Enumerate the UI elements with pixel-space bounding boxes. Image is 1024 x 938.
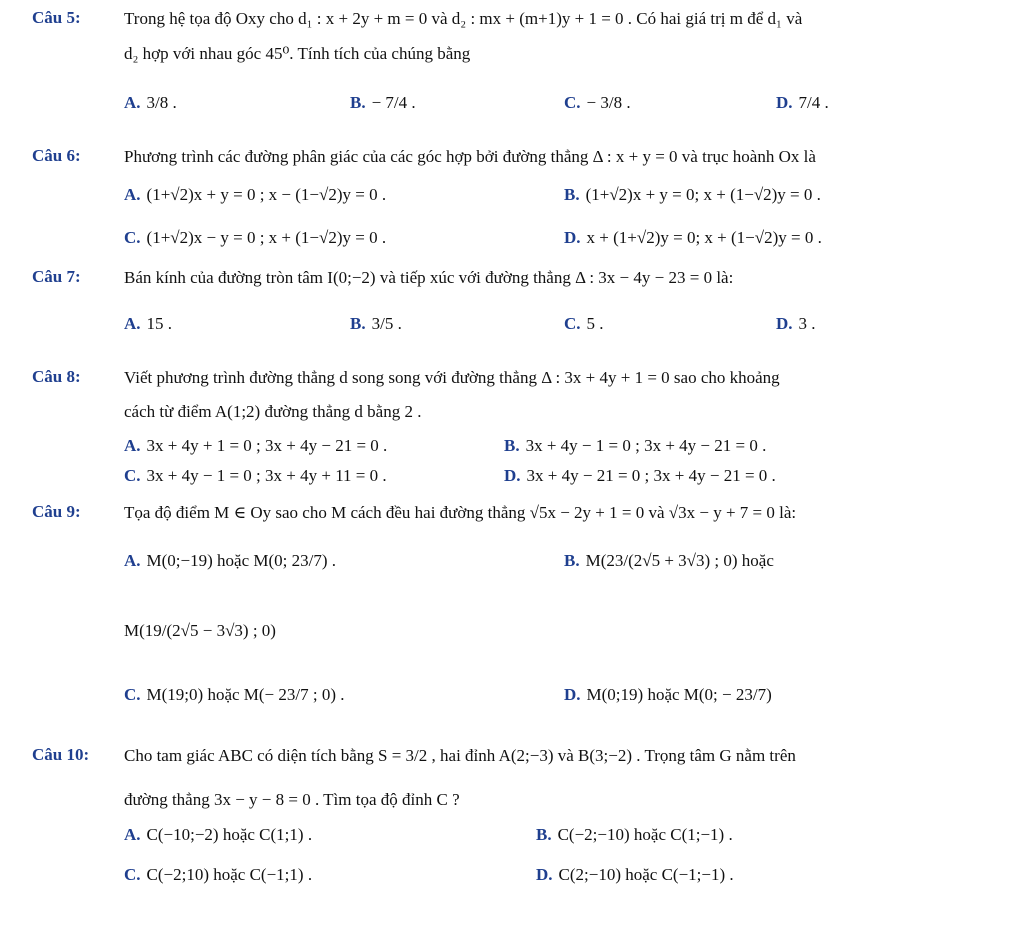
question-text-line-2: d₂ hợp với nhau góc 45⁰. Tính tích của chúng bằng	[124, 44, 471, 63]
option-label: A.	[124, 551, 141, 570]
question-number: Câu 9:	[32, 502, 81, 521]
option-label: A.	[124, 436, 141, 455]
option-b[interactable]	[536, 824, 733, 846]
option-c[interactable]	[124, 465, 387, 487]
option-c[interactable]	[564, 313, 604, 335]
option-d[interactable]	[776, 92, 829, 114]
option-text: 3x + 4y − 21 = 0 ; 3x + 4y − 21 = 0 .	[526, 466, 776, 485]
option-text: C(−2;−10) hoặc C(1;−1) .	[557, 825, 733, 844]
option-label: C.	[124, 228, 141, 247]
option-text: 3/5 .	[371, 314, 402, 333]
question-text-line-1: Trong hệ tọa độ Oxy cho d₁ : x + 2y + m = 0 và d₂ : mx + (m+1)y + 1 = 0 . Có hai giá trị m để d₁ và	[124, 9, 803, 28]
option-label: B.	[350, 314, 366, 333]
option-label: B.	[564, 551, 580, 570]
option-label: C.	[564, 314, 581, 333]
option-text: 15 .	[146, 314, 173, 333]
option-label: D.	[776, 93, 793, 112]
option-b-continued	[124, 620, 276, 642]
option-d[interactable]	[564, 227, 822, 249]
option-text: (1+√2)x + y = 0; x + (1−√2)y = 0 .	[585, 185, 821, 204]
option-text: C(−10;−2) hoặc C(1;1) .	[146, 825, 313, 844]
option-c[interactable]	[124, 864, 312, 886]
option-text: C(−2;10) hoặc C(−1;1) .	[146, 865, 313, 884]
option-label: A.	[124, 314, 141, 333]
option-text: M(23/(2√5 + 3√3) ; 0) hoặc	[585, 551, 774, 570]
option-label: B.	[564, 185, 580, 204]
option-a[interactable]	[124, 435, 387, 457]
option-c[interactable]	[564, 92, 631, 114]
option-c[interactable]	[124, 684, 345, 706]
option-text: (1+√2)x − y = 0 ; x + (1−√2)y = 0 .	[146, 228, 387, 247]
option-label: B.	[350, 93, 366, 112]
option-label: A.	[124, 825, 141, 844]
option-label: C.	[564, 93, 581, 112]
question-text-line-2: cách từ điểm A(1;2) đường thẳng d bằng 2 .	[124, 402, 422, 421]
option-text: M(0;19) hoặc M(0; − 23/7)	[586, 685, 772, 704]
question-number: Câu 7:	[32, 267, 81, 286]
option-d[interactable]	[564, 684, 772, 706]
option-text: 3 .	[798, 314, 816, 333]
question-text-line-1: Viết phương trình đường thẳng d song song với đường thẳng Δ : 3x + 4y + 1 = 0 sao cho khoảng	[124, 368, 780, 387]
question-number: Câu 5:	[32, 8, 81, 27]
option-a[interactable]	[124, 184, 386, 206]
option-label: D.	[564, 685, 581, 704]
question-text-line-2: đường thẳng 3x − y − 8 = 0 . Tìm tọa độ đỉnh C ?	[124, 790, 460, 809]
question-text-line-1: Tọa độ điểm M ∈ Oy sao cho M cách đều hai đường thẳng √5x − 2y + 1 = 0 và √3x − y + 7 = 0 là:	[124, 503, 797, 522]
question-number: Câu 8:	[32, 367, 81, 386]
option-label: C.	[124, 685, 141, 704]
option-text: 3/8 .	[146, 93, 177, 112]
option-c[interactable]	[124, 227, 386, 249]
option-a[interactable]	[124, 313, 172, 335]
option-b[interactable]	[564, 550, 774, 572]
question-text-line-1: Phương trình các đường phân giác của các góc hợp bởi đường thẳng Δ : x + y = 0 và trục hoành Ox là	[124, 147, 816, 166]
option-label: D.	[536, 865, 553, 884]
question-text-line-1: Bán kính của đường tròn tâm I(0;−2) và tiếp xúc với đường thẳng Δ : 3x − 4y − 23 = 0 là:	[124, 268, 734, 287]
question-number: Câu 10:	[32, 745, 90, 764]
option-text: 3x + 4y − 1 = 0 ; 3x + 4y − 21 = 0 .	[525, 436, 767, 455]
question-number: Câu 6:	[32, 146, 81, 165]
option-label: B.	[504, 436, 520, 455]
option-text: (1+√2)x + y = 0 ; x − (1−√2)y = 0 .	[146, 185, 387, 204]
option-text: M(19;0) hoặc M(− 23/7 ; 0) .	[146, 685, 345, 704]
option-b[interactable]	[350, 313, 402, 335]
option-text: C(2;−10) hoặc C(−1;−1) .	[558, 865, 734, 884]
option-text: M(0;−19) hoặc M(0; 23/7) .	[146, 551, 337, 570]
option-d[interactable]	[776, 313, 816, 335]
option-text: 3x + 4y − 1 = 0 ; 3x + 4y + 11 = 0 .	[146, 466, 387, 485]
option-a[interactable]	[124, 550, 336, 572]
option-label: C.	[124, 466, 141, 485]
option-d[interactable]	[536, 864, 734, 886]
option-label: B.	[536, 825, 552, 844]
option-label: C.	[124, 865, 141, 884]
option-label: D.	[504, 466, 521, 485]
option-label: D.	[564, 228, 581, 247]
option-label: A.	[124, 185, 141, 204]
option-a[interactable]	[124, 824, 312, 846]
option-text: 7/4 .	[798, 93, 829, 112]
option-b[interactable]	[504, 435, 766, 457]
option-a[interactable]	[124, 92, 177, 114]
option-label: D.	[776, 314, 793, 333]
question-text-line-1: Cho tam giác ABC có diện tích bằng S = 3/2 , hai đỉnh A(2;−3) và B(3;−2) . Trọng tâm G nằm trên	[124, 746, 796, 765]
option-text: M(19/(2√5 − 3√3) ; 0)	[124, 621, 276, 640]
option-text: − 7/4 .	[371, 93, 416, 112]
option-b[interactable]	[350, 92, 416, 114]
option-text: 5 .	[586, 314, 604, 333]
option-b[interactable]	[564, 184, 821, 206]
option-text: 3x + 4y + 1 = 0 ; 3x + 4y − 21 = 0 .	[146, 436, 388, 455]
option-text: x + (1+√2)y = 0; x + (1−√2)y = 0 .	[586, 228, 822, 247]
option-text: − 3/8 .	[586, 93, 631, 112]
option-label: A.	[124, 93, 141, 112]
option-d[interactable]	[504, 465, 776, 487]
